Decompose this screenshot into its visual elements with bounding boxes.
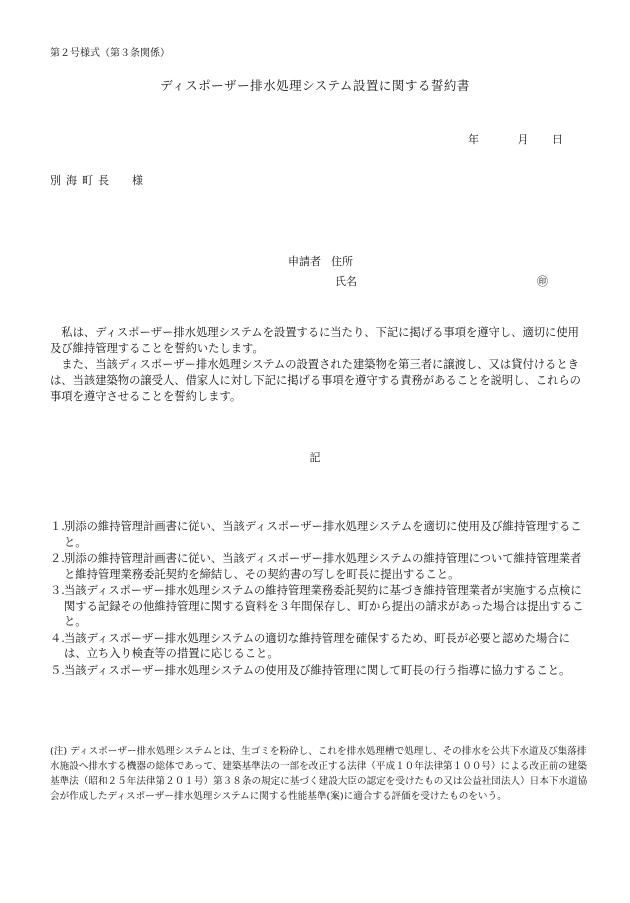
item-text: 当該ディスポーザー排水処理システムの維持管理業務委託契約に基づき維持管理業者が実施する点検に関する記録その他維持管理に関する資料を３年間保存し、町から提出の請求があった場合は提出すること。 [64, 584, 584, 628]
item-number: ３. [50, 584, 65, 597]
item-number: ４. [50, 631, 65, 645]
item-number: ５. [50, 663, 65, 677]
addressee-name: 別海町長 [50, 174, 114, 187]
list-item [50, 663, 590, 679]
date-month: 月 [517, 133, 529, 146]
ki-heading: 記 [309, 451, 321, 464]
document-title: ディスポーザー排水処理システム設置に関する誓約書 [160, 78, 470, 93]
applicant-label: 申請者 [288, 255, 321, 268]
applicant-block [288, 253, 588, 293]
list-item [50, 519, 590, 550]
item-text: 別添の維持管理計画書に従い、当該ディスポーザー排水処理システムを適切に使用及び維持管理すること。 [64, 520, 582, 549]
name-label: 氏名 [335, 275, 357, 288]
declaration-paragraph-1: 私は、ディスポーザー排水処理システムを設置するに当たり、下記に掲げる事項を遵守し、適切に使用及び維持管理することを誓約いたします。 [50, 326, 579, 355]
addressee-honorific: 様 [132, 174, 148, 187]
list-item [50, 551, 590, 582]
item-text: 当該ディスポーザー排水処理システムの適切な維持管理を確保するため、町長が必要と認めた場合には、立ち入り検査等の措置に応じること。 [64, 631, 570, 660]
item-text: 別添の維持管理計画書に従い、当該ディスポーザー排水処理システムの維持管理について維持管理業者と維持管理業務委託契約を締結し、その契約書の写しを町長に提出すること。 [64, 552, 582, 581]
date-year: 年 [468, 133, 479, 146]
item-number: ２. [50, 552, 65, 565]
footnote: (注) ディスポーザー排水処理システムとは、生ゴミを粉砕し、これを排水処理槽で処理し、その排水を公共下水道及び集落排水施設へ排水する機器の総体であって、建築基準法の一部を改正する法律（平成１０年法律第１００号）による改正前の建築基準法（昭和２５年法律第２０１号）第３８条の規定に基づく建設大臣の認定を受けたもの又は公益社団法人）日本下水道協会が作成したディスポーザー排水処理システムに関する性能基準(案)に適合する評価を受けたものをいう。 [50, 746, 588, 802]
date-day: 日 [552, 133, 563, 146]
address-label: 住所 [331, 255, 353, 268]
item-number: １. [50, 520, 65, 533]
applicant-name-row [288, 273, 588, 293]
item-text: 当該ディスポーザー排水処理システムの使用及び維持管理に関して町長の行う指導に協力すること。 [64, 663, 571, 677]
seal-mark: ㊞ [537, 275, 548, 288]
date-line [468, 131, 563, 147]
items-list [50, 519, 590, 679]
list-item [50, 631, 590, 662]
declaration-paragraph-2: また、当該ディスポーザー排水処理システムの設置された建築物を第三者に譲渡し、又は貸付けるときは、当該建築物の譲受人、借家人に対し下記に掲げる事項を遵守する責務があることを説明し、これらの事項を遵守させることを誓約します。 [50, 358, 581, 403]
form-number: 第２号様式（第３条関係） [50, 48, 170, 59]
applicant-address-row [288, 253, 588, 273]
declaration-body [50, 325, 590, 405]
list-item [50, 583, 590, 630]
addressee [50, 172, 148, 188]
